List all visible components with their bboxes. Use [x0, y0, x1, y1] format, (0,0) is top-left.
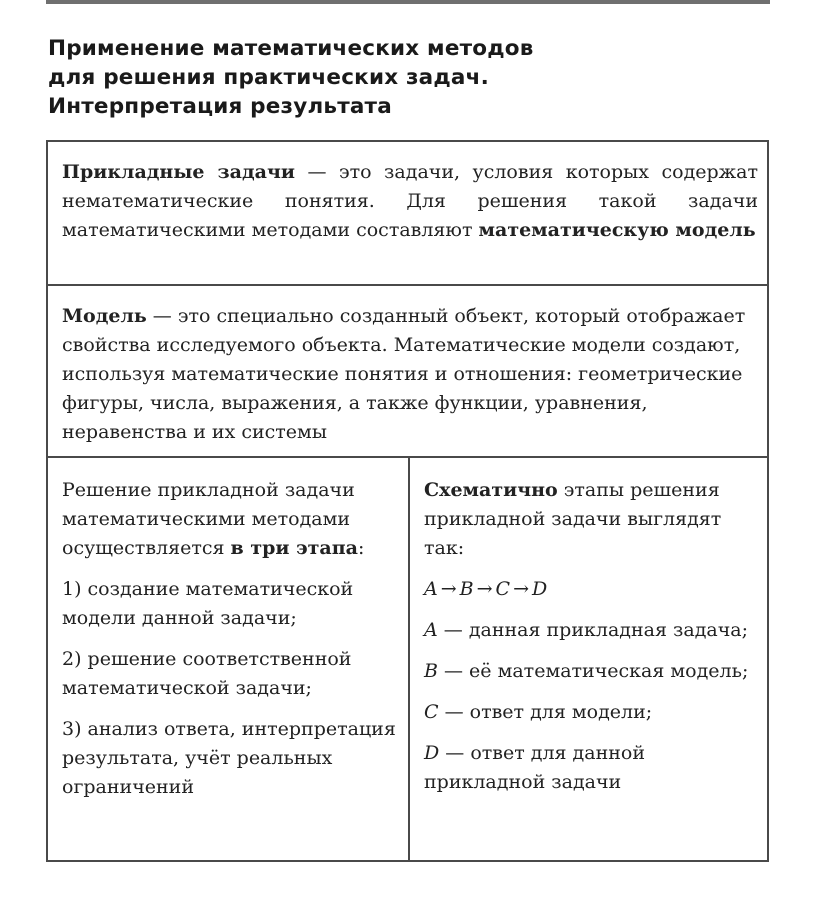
chain-letter-c: C	[495, 578, 511, 600]
def-letter: D	[424, 742, 440, 764]
stages-row	[48, 458, 767, 860]
math-model-term: математическую модель	[478, 219, 756, 241]
def-text: — её математическая модель;	[437, 660, 749, 682]
model-term: Модель	[62, 305, 147, 327]
chain-letter-a: A	[424, 578, 438, 600]
scheme-def-a	[424, 616, 764, 645]
applied-tasks-definition	[62, 158, 758, 245]
def-letter: B	[424, 660, 438, 682]
stage-item-2: 2) решение соответственной математической задачи;	[62, 648, 352, 699]
scheme-intro	[424, 476, 764, 563]
scheme-def-c	[424, 698, 764, 727]
top-rule	[46, 0, 770, 4]
stages-column	[62, 476, 398, 802]
column-divider	[408, 458, 410, 860]
model-row	[48, 286, 767, 458]
scheme-chain	[424, 575, 764, 604]
arrow-icon: →	[476, 578, 493, 600]
arrow-icon: →	[440, 578, 457, 600]
chain-letter-d: D	[532, 578, 548, 600]
arrow-icon: →	[513, 578, 530, 600]
scheme-def-d	[424, 739, 764, 797]
summary-table	[46, 140, 769, 862]
scheme-def-b	[424, 657, 764, 686]
stages-intro-colon: :	[357, 537, 365, 559]
three-stages-term: в три этапа	[230, 537, 358, 559]
title-line-3: Интерпретация результата	[48, 94, 392, 119]
def-text: — ответ для модели;	[438, 701, 653, 723]
scheme-intro-text: этапы решения прикладной задачи выглядят так:	[424, 479, 722, 559]
chain-letter-b: B	[459, 578, 474, 600]
title-line-1: Применение математических методов	[48, 36, 534, 61]
applied-tasks-row	[48, 142, 767, 286]
applied-tasks-term: Прикладные задачи	[62, 161, 295, 183]
def-letter: A	[424, 619, 438, 641]
def-text: — ответ для данной прикладной задачи	[424, 742, 646, 793]
stage-item-3: 3) анализ ответа, интерпретация результата, учёт реальных ограничений	[62, 718, 396, 798]
def-letter: C	[424, 701, 439, 723]
def-text: — данная прикладная задача;	[437, 619, 749, 641]
model-text: — это специально созданный объект, который отображает свойства исследуемого объекта. Математические модели создают, используя математические понятия и отношения: геометрические фигуры, числа, выражения, а также функции, уравнения, неравенства и их системы	[62, 305, 746, 443]
stage-item-1: 1) создание математической модели данной задачи;	[62, 578, 354, 629]
scheme-column	[424, 476, 764, 797]
applied-tasks-text: — это задачи, условия которых содержат нематематические понятия. Для решения такой задачи математическими методами составляют	[62, 161, 758, 241]
stages-intro	[62, 476, 398, 563]
page-title	[48, 34, 768, 121]
model-definition	[62, 302, 758, 447]
scheme-term: Схематично	[424, 479, 558, 501]
stages-intro-text: Решение прикладной задачи математическими методами осуществляется	[62, 479, 355, 559]
title-line-2: для решения практических задач.	[48, 65, 489, 90]
